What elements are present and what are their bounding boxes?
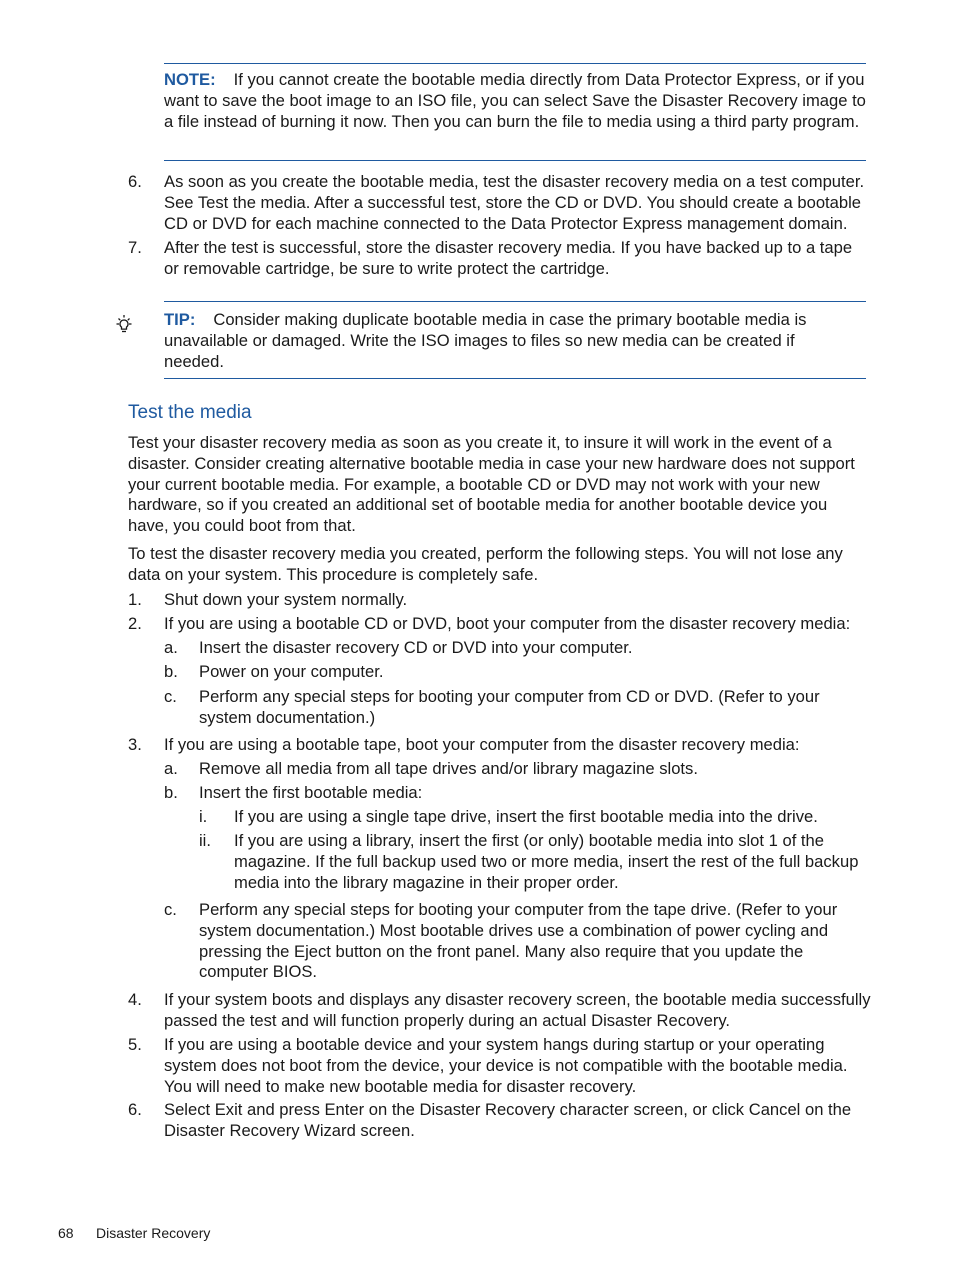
tip-text: Consider making duplicate bootable media in case the primary bootable media is unavailable or damaged. Write the ISO images to files so new media can be created if needed. bbox=[164, 310, 807, 371]
step-number: 2. bbox=[128, 614, 142, 633]
subsubstep-text: If you are using a single tape drive, insert the first bootable media into the drive. bbox=[234, 807, 818, 826]
lightbulb-icon bbox=[114, 314, 134, 336]
substep-letter: b. bbox=[164, 662, 178, 681]
substep-text: Perform any special steps for booting your computer from the tape drive. (Refer to your system documentation.) Most bootable drives use a combination of power cycling and pressing the Eject button on the front panel. Many also require that you update the computer BIOS. bbox=[199, 900, 838, 982]
tip-top-rule bbox=[164, 301, 866, 302]
step-number: 4. bbox=[128, 990, 142, 1009]
page-number: 68 bbox=[58, 1225, 74, 1241]
substep-text: Power on your computer. bbox=[199, 662, 384, 681]
step-text: Select Exit and press Enter on the Disaster Recovery character screen, or click Cancel on the Disaster Recovery Wizard screen. bbox=[164, 1100, 852, 1140]
note-top-rule bbox=[164, 63, 866, 64]
step-text: As soon as you create the bootable media, test the disaster recovery media on a test computer. See Test the media. After a successful test, store the CD or DVD. You should create a bootable CD or DVD for each machine connected to the Data Protector Express management domain. bbox=[164, 172, 865, 233]
procedure-intro-paragraph: To test the disaster recovery media you created, perform the following steps. You will not lose any data on your system. This procedure is completely safe. bbox=[128, 544, 843, 584]
substep-letter: b. bbox=[164, 783, 178, 802]
substep-text: Remove all media from all tape drives and/or library magazine slots. bbox=[199, 759, 698, 778]
step-text: If your system boots and displays any disaster recovery screen, the bootable media successfully passed the test and will function properly during an actual Disaster Recovery. bbox=[164, 990, 871, 1030]
step-number: 3. bbox=[128, 735, 142, 754]
footer-section-title: Disaster Recovery bbox=[96, 1225, 211, 1241]
intro-paragraph: Test your disaster recovery media as soon as you create it, to insure it will work in the event of a disaster. Consider creating alternative bootable media in case your new hardware does not support your current bootable media. For example, a bootable CD or DVD may not work with your new hardware, so if you created an additional set of bootable media for another bootable device you have, you could boot from that. bbox=[128, 433, 855, 536]
note-label: NOTE: bbox=[164, 70, 216, 89]
substep-text: Insert the disaster recovery CD or DVD into your computer. bbox=[199, 638, 633, 657]
substep-letter: c. bbox=[164, 900, 177, 919]
section-heading: Test the media bbox=[128, 402, 252, 423]
substep-letter: c. bbox=[164, 687, 177, 706]
step-number: 6. bbox=[128, 172, 142, 191]
step-number: 6. bbox=[128, 1100, 142, 1119]
step-text: If you are using a bootable device and your system hangs during startup or your operating system does not boot from the device, your device is not compatible with the bootable media. You will need to make new bootable media for disaster recovery. bbox=[164, 1035, 848, 1096]
step-text: After the test is successful, store the disaster recovery media. If you have backed up to a tape or removable cartridge, be sure to write protect the cartridge. bbox=[164, 238, 853, 278]
substep-text: Insert the first bootable media: bbox=[199, 783, 423, 802]
note-box bbox=[164, 70, 866, 132]
tip-bottom-rule bbox=[164, 378, 866, 379]
subsubstep-numeral: ii. bbox=[199, 831, 211, 850]
step-number: 5. bbox=[128, 1035, 142, 1054]
step-number: 7. bbox=[128, 238, 142, 257]
step-number: 1. bbox=[128, 590, 142, 609]
note-text: If you cannot create the bootable media directly from Data Protector Express, or if you want to save the boot image to an ISO file, you can select Save the Disaster Recovery image to a file instead of burning it now. Then you can burn the file to media using a third party program. bbox=[164, 70, 866, 131]
step-text: If you are using a bootable CD or DVD, boot your computer from the disaster recovery media: bbox=[164, 614, 851, 633]
note-bottom-rule bbox=[164, 160, 866, 161]
substep-text: Perform any special steps for booting your computer from CD or DVD. (Refer to your system documentation.) bbox=[199, 687, 820, 727]
step-text: Shut down your system normally. bbox=[164, 590, 408, 609]
subsubstep-text: If you are using a library, insert the first (or only) bootable media into slot 1 of the magazine. If the full backup used two or more media, insert the rest of the full backup media into the library magazine in their proper order. bbox=[234, 831, 859, 892]
substep-letter: a. bbox=[164, 638, 178, 657]
tip-label: TIP: bbox=[164, 310, 196, 329]
step-text: If you are using a bootable tape, boot your computer from the disaster recovery media: bbox=[164, 735, 800, 754]
tip-box bbox=[164, 310, 854, 372]
subsubstep-numeral: i. bbox=[199, 807, 208, 826]
substep-letter: a. bbox=[164, 759, 178, 778]
